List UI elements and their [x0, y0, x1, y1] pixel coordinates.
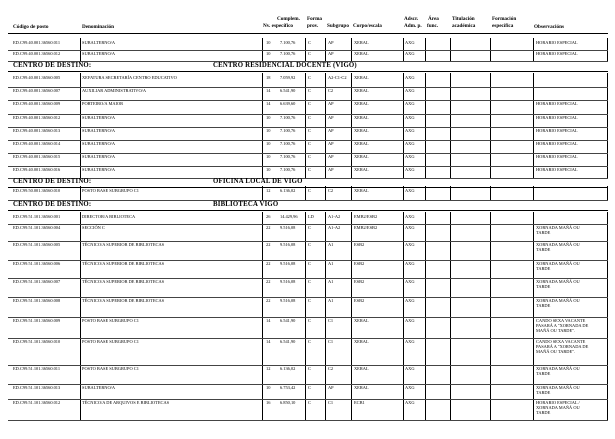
cell-code: ED.C99.40.001.36560.015 — [13, 154, 61, 159]
cell-complemento: 9.516,08 — [280, 298, 296, 303]
cell-adscripcion: AXG — [405, 115, 415, 120]
cell-corpo: XERAL — [354, 318, 369, 323]
cell-complemento: 9.516,08 — [280, 261, 296, 266]
cell-denominacion: PORTEIRO/A MAIOR — [82, 101, 124, 106]
header-titulacion-1: Titulación — [452, 16, 475, 22]
cell-corpo: XERAL — [354, 75, 369, 80]
cell-observacions: TARDE — [536, 266, 551, 271]
cell-forma-prov: C — [308, 339, 311, 344]
cell-forma-prov: C — [308, 225, 311, 230]
cell-code: ED.C99.40.001.36560.009 — [13, 101, 61, 106]
cell-subgrupo: C1 — [328, 339, 334, 344]
column-rule — [325, 186, 326, 200]
cell-denominacion: TÉCNICO/A SUPERIOR DE BIBLIOTECAS — [82, 242, 165, 247]
cell-nivel: 10 — [266, 167, 271, 172]
cell-nivel: 10 — [266, 115, 271, 120]
cell-nivel: 22 — [266, 225, 271, 230]
cell-code: ED.C99.40.001.36560.007 — [13, 88, 61, 93]
column-rule — [325, 73, 326, 178]
header-complem-2: Nv. específico — [263, 23, 293, 29]
cell-complemento: 6.850,10 — [280, 400, 296, 405]
cell-corpo: ESB2 — [354, 298, 365, 303]
cell-complemento: 6.541,90 — [280, 318, 296, 323]
cell-corpo: XERAL — [354, 115, 369, 120]
header-adscr-1: Adscr. — [404, 16, 419, 22]
cell-forma-prov: C — [308, 115, 311, 120]
cell-nivel: 10 — [266, 385, 271, 390]
cell-nivel: 10 — [266, 40, 271, 45]
cell-subgrupo: AP — [328, 128, 334, 133]
cell-denominacion: POSTO BASE SUBGRUPO C1 — [82, 366, 139, 371]
cell-observacions: HORARIO ESPECIAL — [536, 154, 578, 159]
cell-code: ED.C99.40.001.36560.013 — [13, 128, 61, 133]
cell-code: ED.C99.51.101.36560.006 — [13, 261, 61, 266]
cell-observacions: XORNADA MAÑÁ OU — [536, 225, 580, 230]
section-title-label: CENTRO DE DESTINO: — [13, 201, 92, 208]
cell-subgrupo: A2-C1-C2 — [328, 75, 347, 80]
cell-observacions: HORARIO ESPECIAL / — [536, 400, 580, 405]
section-rule — [8, 210, 608, 211]
cell-code: ED.C99.51.101.36560.009 — [13, 318, 61, 323]
cell-complemento: 7.100,76 — [280, 167, 296, 172]
cell-denominacion: POSTO BASE SUBGRUPO C1 — [82, 188, 139, 193]
cell-complemento: 14.429,96 — [280, 214, 298, 219]
cell-observacions: HORARIO ESPECIAL — [536, 51, 578, 56]
row-rule — [8, 178, 608, 179]
cell-forma-prov: C — [308, 298, 311, 303]
column-rule — [80, 186, 81, 200]
header-subgrupo: Subgrupo — [327, 23, 349, 29]
cell-code: ED.C99.40.001.36560.012 — [13, 51, 61, 56]
row-rule — [8, 200, 608, 201]
header-denominacion: Denominación — [82, 24, 114, 30]
cell-complemento: 7.100,76 — [280, 40, 296, 45]
cell-denominacion: SUBALTERNO/A — [82, 154, 116, 159]
cell-nivel: 26 — [266, 214, 271, 219]
cell-denominacion: SUBALTERNO/A — [82, 51, 116, 56]
cell-forma-prov: C — [308, 40, 311, 45]
cell-code: ED.C99.40.001.36560.012 — [13, 115, 61, 120]
column-rule — [262, 73, 263, 178]
cell-observacions: TARDE — [536, 390, 551, 395]
header-adscr-2: Adm. p. — [404, 23, 422, 29]
header-area-1: Área — [428, 16, 439, 22]
cell-observacions: XORNADA MAÑÁ OU — [536, 366, 580, 371]
cell-complemento: 7.100,76 — [280, 51, 296, 56]
cell-observacions: XORNADA MAÑÁ OU — [536, 385, 580, 390]
column-rule — [490, 73, 491, 178]
cell-observacions: XORNADA MAÑÁ OU — [536, 405, 580, 410]
cell-denominacion: TÉCNICO/A SUPERIOR DE BIBLIOTECAS — [82, 298, 165, 303]
cell-complemento: 7.100,76 — [280, 154, 296, 159]
cell-nivel: 22 — [266, 242, 271, 247]
cell-code: ED.C99.51.101.36560.007 — [13, 279, 61, 284]
cell-adscripcion: AXG — [405, 167, 415, 172]
cell-nivel: 12 — [266, 366, 271, 371]
cell-forma-prov: LD — [308, 214, 314, 219]
cell-subgrupo: A1 — [328, 242, 334, 247]
column-rule — [305, 73, 306, 178]
cell-corpo: XERAL — [354, 167, 369, 172]
header-complem-1: Complem. — [277, 16, 300, 22]
cell-nivel: 18 — [266, 75, 271, 80]
column-rule — [607, 73, 608, 178]
cell-code: ED.C99.51.101.36560.004 — [13, 225, 61, 230]
cell-subgrupo: AP — [328, 385, 334, 390]
cell-adscripcion: AXG — [405, 366, 415, 371]
cell-subgrupo: C2 — [328, 188, 334, 193]
column-rule — [425, 73, 426, 178]
cell-adscripcion: AXG — [405, 128, 415, 133]
cell-forma-prov: C — [308, 366, 311, 371]
cell-observacions: TARDE — [536, 410, 551, 415]
cell-observacions: HORARIO ESPECIAL — [536, 115, 578, 120]
cell-code: ED.C99.50.001.36560.010 — [13, 188, 61, 193]
cell-adscripcion: AXG — [405, 385, 415, 390]
cell-forma-prov: C — [308, 167, 311, 172]
cell-adscripcion: AXG — [405, 51, 415, 56]
cell-code: ED.C99.40.001.36560.011 — [13, 40, 61, 45]
cell-observacions: HORARIO ESPECIAL — [536, 141, 578, 146]
cell-denominacion: TÉCNICO/A SUPERIOR DE BIBLIOTECAS — [82, 279, 165, 284]
cell-code: ED.C99.51.101.36560.001 — [13, 214, 61, 219]
section-title-name: BIBLIOTECA VIGO — [213, 201, 279, 208]
cell-forma-prov: C — [308, 128, 311, 133]
cell-subgrupo: A1 — [328, 261, 334, 266]
column-rule — [305, 186, 306, 200]
cell-corpo: EMB2/ESB2 — [354, 225, 378, 230]
cell-subgrupo: A1-A2 — [328, 225, 341, 230]
cell-observacions: XORNADA MAÑÁ OU — [536, 298, 580, 303]
column-rule — [403, 212, 404, 420]
section-title-name: OFICINA LOCAL DE VIGO — [213, 178, 303, 185]
cell-corpo: XERAL — [354, 141, 369, 146]
cell-forma-prov: C — [308, 141, 311, 146]
header-codigo: Código de posto — [13, 24, 49, 30]
cell-adscripcion: AXG — [405, 75, 415, 80]
cell-code: ED.C99.51.101.36560.012 — [13, 400, 61, 405]
cell-observacions: TARDE — [536, 303, 551, 308]
cell-denominacion: SECCIÓN C — [82, 225, 105, 230]
cell-corpo: XERAL — [354, 40, 369, 45]
cell-subgrupo: AP — [328, 40, 334, 45]
cell-forma-prov: C — [308, 261, 311, 266]
cell-code: ED.C99.51.101.36560.010 — [13, 339, 61, 344]
cell-subgrupo: AP — [328, 115, 334, 120]
cell-denominacion: SUBALTERNO/A — [82, 40, 116, 45]
cell-forma-prov: C — [308, 242, 311, 247]
cell-denominacion: SUBALTERNO/A — [82, 385, 116, 390]
cell-corpo: ESB2 — [354, 242, 365, 247]
cell-subgrupo: A1 — [328, 279, 334, 284]
cell-observacions: MAÑÁ OU TARDE". — [536, 328, 576, 333]
cell-complemento: 9.516,08 — [280, 225, 296, 230]
cell-adscripcion: AXG — [405, 225, 415, 230]
header-observacions: Observacións — [534, 24, 564, 30]
cell-adscripcion: AXG — [405, 339, 415, 344]
section-title-label: CENTRO DE DESTINO: — [13, 62, 92, 69]
cell-corpo: XERAL — [354, 188, 369, 193]
cell-observacions: HORARIO ESPECIAL — [536, 101, 578, 106]
cell-code: ED.C99.40.001.36560.005 — [13, 75, 61, 80]
cell-corpo: XERAL — [354, 385, 369, 390]
cell-observacions: TARDE — [536, 230, 551, 235]
cell-forma-prov: C — [308, 279, 311, 284]
section-rule — [8, 71, 608, 72]
cell-denominacion: XEFATURA SECRETARÍA CENTRO EDUCATIVO — [82, 75, 177, 80]
cell-observacions: PASARÁ A "XORNADA DE — [536, 323, 589, 328]
column-rule — [425, 186, 426, 200]
cell-denominacion: SUBALTERNO/A — [82, 141, 116, 146]
cell-adscripcion: AXG — [405, 88, 415, 93]
cell-subgrupo: C2 — [328, 366, 334, 371]
cell-observacions: HORARIO ESPECIAL — [536, 128, 578, 133]
cell-nivel: 12 — [266, 188, 271, 193]
cell-adscripcion: AXG — [405, 214, 415, 219]
row-rule — [8, 420, 608, 421]
cell-code: ED.C99.40.001.36560.014 — [13, 141, 61, 146]
cell-nivel: 10 — [266, 128, 271, 133]
cell-corpo: XERAL — [354, 339, 369, 344]
cell-subgrupo: AP — [328, 154, 334, 159]
column-rule — [425, 212, 426, 420]
column-rule — [450, 212, 451, 420]
column-rule — [607, 212, 608, 420]
cell-nivel: 10 — [266, 154, 271, 159]
cell-code: ED.C99.51.101.36560.005 — [13, 242, 61, 247]
cell-observacions: HORARIO ESPECIAL — [536, 40, 578, 45]
section-title-name: CENTRO RESIDENCIAL DOCENTE (VIGO) — [213, 62, 357, 69]
cell-corpo: XERAL — [354, 128, 369, 133]
cell-forma-prov: C — [308, 154, 311, 159]
cell-nivel: 22 — [266, 298, 271, 303]
cell-complemento: 7.059,92 — [280, 75, 296, 80]
cell-forma-prov: C — [308, 101, 311, 106]
header-rule — [8, 33, 608, 34]
column-rule — [490, 186, 491, 200]
cell-forma-prov: C — [308, 51, 311, 56]
header-formacion-1: Formación — [492, 16, 517, 22]
cell-denominacion: AUXILIAR ADMINISTRATIVO/A — [82, 88, 147, 93]
column-rule — [533, 186, 534, 200]
cell-adscripcion: AXG — [405, 40, 415, 45]
cell-nivel: 14 — [266, 339, 271, 344]
cell-adscripcion: AXG — [405, 101, 415, 106]
column-rule — [325, 212, 326, 420]
column-rule — [403, 186, 404, 200]
cell-nivel: 14 — [266, 101, 271, 106]
cell-adscripcion: AXG — [405, 279, 415, 284]
column-rule — [450, 186, 451, 200]
cell-observacions: TARDE — [536, 284, 551, 289]
cell-subgrupo: AP — [328, 167, 334, 172]
cell-nivel: 22 — [266, 279, 271, 284]
cell-complemento: 6.753,42 — [280, 385, 296, 390]
cell-code: ED.C99.51.101.36560.013 — [13, 385, 61, 390]
cell-denominacion: POSTO BASE SUBGRUPO C1 — [82, 318, 139, 323]
column-rule — [351, 73, 352, 178]
column-rule — [80, 73, 81, 178]
cell-observacions: XORNADA MAÑÁ OU — [536, 279, 580, 284]
cell-adscripcion: AXG — [405, 298, 415, 303]
cell-subgrupo: C2 — [328, 88, 334, 93]
cell-observacions: XORNADA MAÑÁ OU — [536, 242, 580, 247]
column-rule — [351, 212, 352, 420]
cell-corpo: XERAL — [354, 101, 369, 106]
cell-denominacion: SUBALTERNO/A — [82, 128, 116, 133]
cell-nivel: 16 — [266, 400, 271, 405]
column-rule — [80, 212, 81, 420]
cell-adscripcion: AXG — [405, 188, 415, 193]
cell-observacions: TARDE — [536, 371, 551, 376]
cell-forma-prov: C — [308, 188, 311, 193]
column-rule — [450, 73, 451, 178]
cell-complemento: 6.639,60 — [280, 101, 296, 106]
cell-nivel: 10 — [266, 141, 271, 146]
cell-adscripcion: AXG — [405, 154, 415, 159]
cell-observacions: PASARÁ A "XORNADA DE — [536, 344, 589, 349]
cell-forma-prov: C — [308, 88, 311, 93]
cell-denominacion: SUBALTERNO/A — [82, 115, 116, 120]
cell-subgrupo: C1 — [328, 400, 334, 405]
cell-nivel: 10 — [266, 51, 271, 56]
cell-observacions: XORNADA MAÑÁ OU — [536, 261, 580, 266]
cell-code: ED.C99.51.101.36560.008 — [13, 298, 61, 303]
cell-corpo: XERAL — [354, 51, 369, 56]
cell-complemento: 9.516,08 — [280, 279, 296, 284]
section-title-label: CENTRO DE DESTINO: — [13, 178, 92, 185]
cell-denominacion: SUBALTERNO/A — [82, 167, 116, 172]
cell-denominacion: POSTO BASE SUBGRUPO C1 — [82, 339, 139, 344]
cell-corpo: EMB2/ESB2 — [354, 214, 378, 219]
cell-subgrupo: AP — [328, 51, 334, 56]
cell-complemento: 6.541,90 — [280, 88, 296, 93]
cell-subgrupo: AP — [328, 141, 334, 146]
column-rule — [533, 73, 534, 178]
cell-corpo: ESB2 — [354, 261, 365, 266]
cell-denominacion: TÉCNICO/A DE ARQUIVOS E BIBLIOTECAS — [82, 400, 170, 405]
column-rule — [262, 186, 263, 200]
header-forma-1: Forma — [307, 16, 322, 22]
column-rule — [607, 186, 608, 200]
column-rule — [403, 73, 404, 178]
cell-code: ED.C99.51.101.36560.011 — [13, 366, 61, 371]
cell-nivel: 22 — [266, 261, 271, 266]
cell-adscripcion: AXG — [405, 318, 415, 323]
header-corpo: Corpo/escala — [353, 23, 382, 29]
cell-subgrupo: AP — [328, 101, 334, 106]
cell-adscripcion: AXG — [405, 400, 415, 405]
cell-code: ED.C99.40.001.36560.016 — [13, 167, 61, 172]
cell-forma-prov: C — [308, 75, 311, 80]
cell-complemento: 7.100,76 — [280, 128, 296, 133]
cell-corpo: XERAL — [354, 88, 369, 93]
cell-nivel: 14 — [266, 88, 271, 93]
cell-complemento: 9.516,08 — [280, 242, 296, 247]
cell-corpo: ESB2 — [354, 279, 365, 284]
header-titulacion-2: académica — [452, 23, 476, 29]
cell-subgrupo: A1-A2 — [328, 214, 341, 219]
column-rule — [305, 212, 306, 420]
cell-adscripcion: AXG — [405, 141, 415, 146]
cell-corpo: XERAL — [354, 154, 369, 159]
cell-denominacion: DIRECTOR/A BIBLIOTECA — [82, 214, 136, 219]
cell-corpo: ECB1 — [354, 400, 365, 405]
cell-adscripcion: AXG — [405, 242, 415, 247]
cell-complemento: 6.136,02 — [280, 366, 296, 371]
column-rule — [351, 186, 352, 200]
header-area-2: func. — [427, 23, 439, 29]
cell-forma-prov: C — [308, 318, 311, 323]
cell-complemento: 6.136,02 — [280, 188, 296, 193]
cell-complemento: 7.100,76 — [280, 115, 296, 120]
cell-observacions: CANDO SEXA VACANTE — [536, 318, 586, 323]
cell-complemento: 7.100,76 — [280, 141, 296, 146]
column-rule — [490, 212, 491, 420]
cell-observacions: CANDO SEXA VACANTE — [536, 339, 586, 344]
cell-subgrupo: A1 — [328, 298, 334, 303]
cell-observacions: MAÑÁ OU TARDE". — [536, 349, 576, 354]
cell-adscripcion: AXG — [405, 261, 415, 266]
header-formacion-2: específica — [492, 23, 514, 29]
cell-corpo: XERAL — [354, 366, 369, 371]
column-rule — [533, 212, 534, 420]
column-rule — [262, 212, 263, 420]
cell-observacions: TARDE — [536, 247, 551, 252]
cell-nivel: 14 — [266, 318, 271, 323]
cell-forma-prov: C — [308, 385, 311, 390]
cell-denominacion: TÉCNICO/A SUPERIOR DE BIBLIOTECAS — [82, 261, 165, 266]
cell-complemento: 6.541,90 — [280, 339, 296, 344]
cell-subgrupo: C1 — [328, 318, 334, 323]
cell-observacions: HORARIO ESPECIAL — [536, 167, 578, 172]
cell-forma-prov: C — [308, 400, 311, 405]
header-forma-2: prov. — [307, 23, 319, 29]
